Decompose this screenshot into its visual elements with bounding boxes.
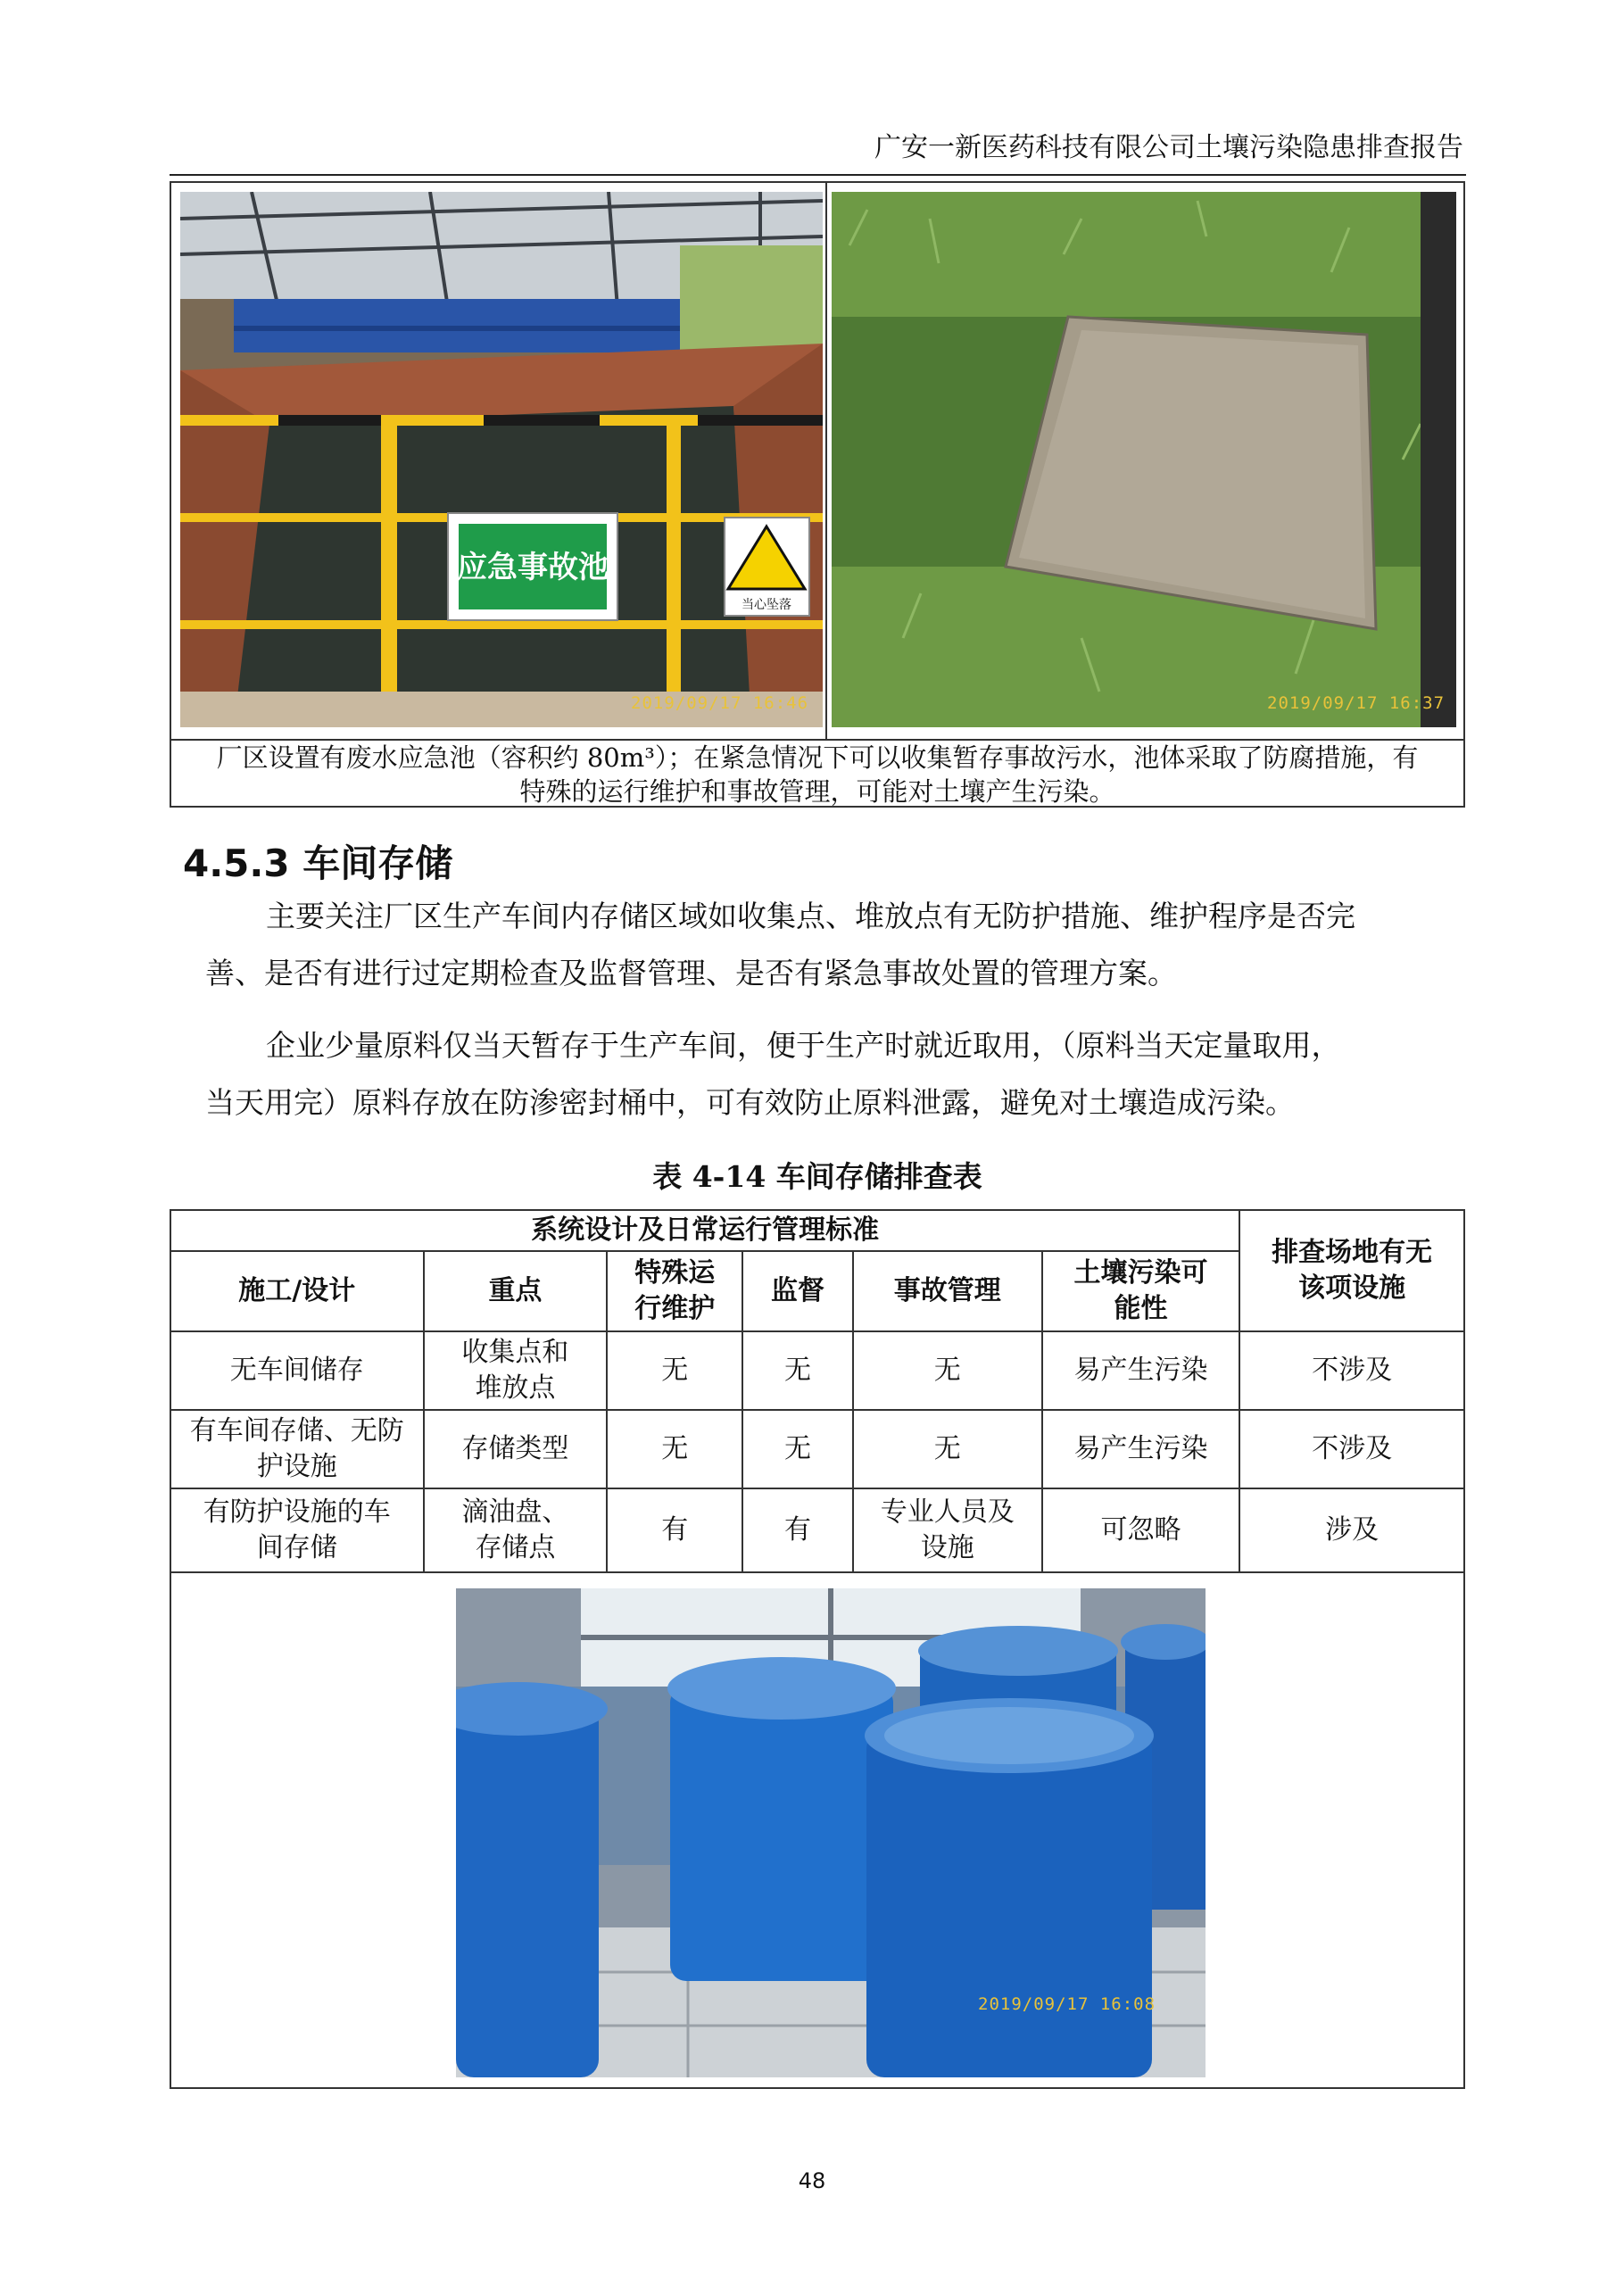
table-caption: 表 4-14 车间存储排查表: [652, 1159, 982, 1194]
photo-timestamp: 2019/09/17 16:46: [631, 693, 809, 713]
table-cell: 有防护设施的车间存储: [170, 1488, 424, 1572]
bottom-photo-box: [170, 1573, 1465, 2089]
caption-line: 特殊的运行维护和事故管理，可能对土壤产生污染。: [519, 776, 1115, 807]
table-row: [170, 1410, 1464, 1488]
paragraph-2: [205, 1017, 1463, 1131]
column-header: 监督: [742, 1251, 853, 1331]
emergency-pool-photo: [180, 192, 823, 727]
column-header: 施工/设计: [170, 1251, 424, 1331]
table-row: [170, 1488, 1464, 1572]
table-cell: 无: [607, 1331, 742, 1410]
table-cell: 易产生污染: [1042, 1410, 1240, 1488]
table-row: [170, 1331, 1464, 1410]
page-number: 48: [798, 2168, 826, 2193]
table-header-row: [170, 1210, 1464, 1251]
table-cell: 无车间储存: [170, 1331, 424, 1410]
column-header: 重点: [424, 1251, 608, 1331]
caption-line: 厂区设置有废水应急池（容积约 80m³）；在紧急情况下可以收集暂存事故污水，池体采取了防腐措施，有: [216, 742, 1419, 773]
table-cell: 无: [853, 1410, 1042, 1488]
column-header: 土壤污染可能性: [1042, 1251, 1240, 1331]
table-cell: 无: [607, 1410, 742, 1488]
table-cell: 无: [742, 1410, 853, 1488]
header-rule: [170, 174, 1466, 176]
table-cell: 收集点和堆放点: [424, 1331, 608, 1410]
photo-caption: [171, 741, 1463, 808]
table-cell: 有车间存储、无防护设施: [170, 1410, 424, 1488]
paragraph-line: 当天用完）原料存放在防渗密封桶中，可有效防止原料泄露，避免对土壤造成污染。: [205, 1085, 1295, 1120]
facility-header: 排查场地有无该项设施: [1239, 1210, 1464, 1331]
table-cell: 专业人员及设施: [853, 1488, 1042, 1572]
pool-sign-text: 应急事故池: [457, 550, 609, 585]
photo-timestamp: 2019/09/17 16:37: [1267, 693, 1446, 713]
photo-timestamp: 2019/09/17 16:08: [978, 1994, 1156, 2014]
table-cell: 可忽略: [1042, 1488, 1240, 1572]
storage-check-table: [170, 1209, 1465, 1573]
table-cell: 存储类型: [424, 1410, 608, 1488]
photo-table-top: [170, 181, 1465, 808]
table-cell: 有: [742, 1488, 853, 1572]
table-cell: 无: [853, 1331, 1042, 1410]
group-header: 系统设计及日常运行管理标准: [170, 1210, 1239, 1251]
table-cell: 无: [742, 1331, 853, 1410]
manhole-cover-photo: [832, 192, 1456, 727]
table-cell: 滴油盘、存储点: [424, 1488, 608, 1572]
paragraph-line: 善、是否有进行过定期检查及监督管理、是否有紧急事故处置的管理方案。: [205, 956, 1177, 991]
photo-row: [171, 183, 1463, 741]
table-cell: 有: [607, 1488, 742, 1572]
table-cell: 不涉及: [1239, 1331, 1464, 1410]
paragraph-line: 企业少量原料仅当天暂存于生产车间，便于生产时就近取用，（原料当天定量取用，: [266, 1028, 1341, 1063]
column-header: 特殊运行维护: [607, 1251, 742, 1331]
table-cell: 涉及: [1239, 1488, 1464, 1572]
column-header: 事故管理: [853, 1251, 1042, 1331]
page-header-title: 广安一新医药科技有限公司土壤污染隐患排查报告: [874, 132, 1463, 163]
paragraph-line: 主要关注厂区生产车间内存储区域如收集点、堆放点有无防护措施、维护程序是否完: [266, 899, 1355, 933]
section-heading: 4.5.3 车间存储: [183, 841, 453, 885]
paragraph-1: [205, 888, 1463, 1002]
photo-divider: [825, 183, 827, 739]
warning-sign-text: 当心坠落: [742, 598, 791, 612]
table-cell: 不涉及: [1239, 1410, 1464, 1488]
barrels-photo: [456, 1588, 1206, 2077]
table-cell: 易产生污染: [1042, 1331, 1240, 1410]
